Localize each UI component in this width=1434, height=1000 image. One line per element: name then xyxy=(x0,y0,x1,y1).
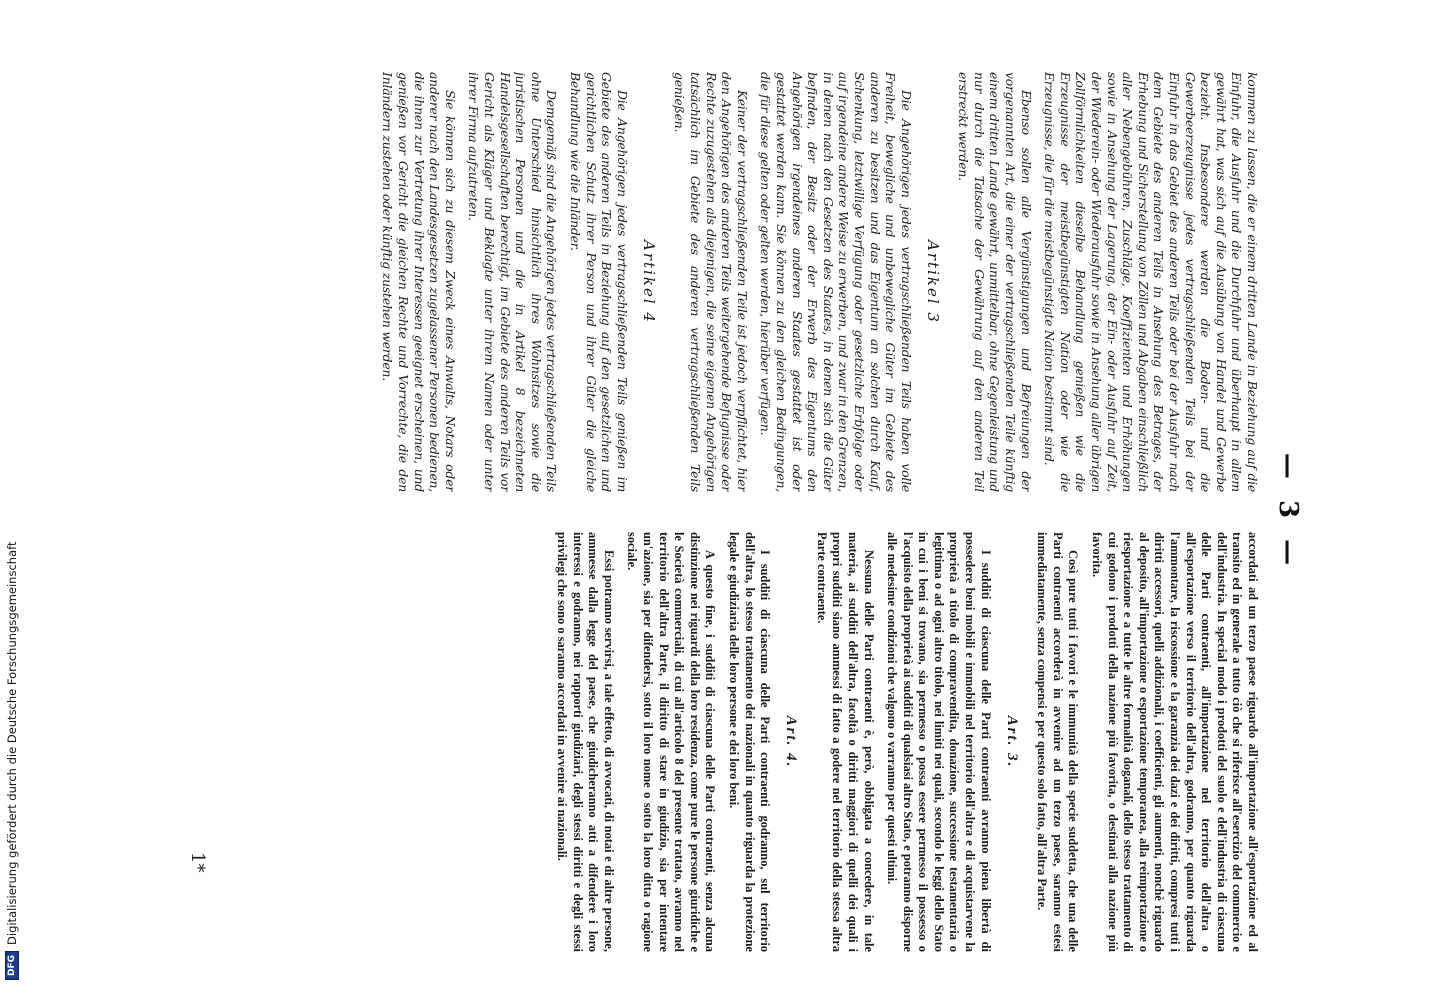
digitization-credit-text xyxy=(2,40,22,980)
footer-signature-mark: 1* xyxy=(187,852,208,873)
german-article-3-heading: Artikel 3 xyxy=(923,240,942,324)
page-number: — 3 — xyxy=(1273,452,1303,572)
italian-paragraph: Essi potranno servirsi, a tale effetto, di avvocati, di notai e di altre persone, ammesse dalla legge del paese, che giudicheranno atti a difendere i loro interessi e godranno, nei rapporti giudiziari, degli stessi diritti e degli stessi privilegi che sono o saranno accordati in avvenire ai nazionali. xyxy=(555,532,616,952)
dfg-logo: DFG xyxy=(5,951,19,980)
rotated-document xyxy=(148,72,1308,952)
german-article-4-heading: Artikel 4 xyxy=(639,240,658,324)
german-paragraph: Demgemäß sind die Angehörigen jedes vertragschließenden Teils ohne Unterschied hinsichtlich ihres Wohnsitzes sowie die juristischen Personen und die in Artikel 8 bezeichneten Handelsgesellschaften berechtigt, im Gebiete des anderen Teils vor Gericht als Kläger und Beklagte unter ihrem Namen oder unter ihrer Firma aufzutreten. xyxy=(466,72,560,492)
italian-paragraph: A questo fine, i sudditi di ciascuna delle Parti contraenti, senza alcuna distinzione nei riguardi della loro residenza, come pure le persone giuridiche e le Società commerciali, di cui all'articolo 8 del presente trattato, avranno nel territorio dell'altra Parte, il diritto di stare in giudizio, sia per intentare un'azione, sia per difendersi, sotto il loro nome o sotto la loro ditta o ragione sociale. xyxy=(625,532,718,952)
italian-article-3-heading: Art. 3. xyxy=(1003,715,1020,769)
italian-paragraph: Nessuna delle Parti contraenti è, però, obbligata a concedere, in tale materia, ai sudditi dell'altra, facoltà o diritti maggiori di quelli dei quali i propri sudditi siano ammessi di fatto a godere nel territorio della stessa altra Parte contraente. xyxy=(814,532,876,952)
credit-label: Digitalisierung gefördert durch die Deutsche Forschungsgemeinschaft xyxy=(5,541,19,945)
german-paragraph: kommen zu lassen, die er einem dritten Lande in Beziehung auf die Einfuhr, die Ausfuhr und die Durchfuhr und überhaupt in allem gewährt hat, was sich auf die Ausübung von Handel und Gewerbe bezieht. Insbesondere werden die Boden- und die Gewerbeerzeugnisse jedes vertragschließenden Teils bei der Einfuhr in das Gebiet des anderen Teils oder bei der Ausfuhr nach dem Gebiete des anderen Teils in Ansehung des Betrages, der Erhebung und Sicherstellung von Zöllen und Abgaben einschließlich aller Nebengebühren, Zuschläge, Koeffizienten und Erhöhungen sowie in Ansehung der Lagerung, der Ein- oder Ausfuhr auf Zeit, der Wiederein- oder Wiederausfuhr sowie in Ansehung aller übrigen Zollförmlichkeiten dieselbe Behandlung genießen wie die Erzeugnisse der meistbegünstigten Nation oder wie die Erzeugnisse, die für die meistbegünstigte Nation bestimmt sind. xyxy=(1042,72,1260,492)
italian-paragraph: I sudditi di ciascuna delle Parti contraenti avranno piena libertà di possedere beni mobili e immobili nel territorio dell'altra e di acquistarvene la proprietà a titolo di compravendita, donazione, successione testamentaria o legittima o ad ogni altro titolo, nei limiti nei quali, secondo le leggi dello Stato in cui i beni si trovano, sia permesso o possa essere permesso il possesso o l'acquisto della proprietà ai sudditi di qualsiasi altro Stato, e potranno disporne alle medesime condizioni che valgono o varranno per questi ultimi. xyxy=(885,532,993,952)
italian-article-4-heading: Art. 4. xyxy=(783,715,800,769)
digitization-credit xyxy=(2,40,22,1000)
german-paragraph: Sie können sich zu diesem Zweck eines Anwalts, Notars oder anderer nach den Landesgesetzen zugelassener Personen bedienen, die ihnen zur Vertretung ihrer Interessen geeignet erscheinen, und genießen vor Gericht die gleichen Rechte und Vorrechte, die den Inländern zustehen oder künftig zustehen werden. xyxy=(380,72,458,492)
italian-paragraph: Così pure tutti i favori e le immunità della specie suddetta, che una delle Parti contraenti accorderà in avvenire ad un terzo paese, saranno estesi immediatamente, senza compensi e per questo solo fatto, all'altra Parte. xyxy=(1035,532,1081,952)
italian-paragraph: I sudditi di ciascuna delle Parti contraenti godranno, sul territorio dell'altra, lo stesso trattamento dei nazionali in quanto riguarda la protezione legale e giudiziaria delle loro persone e dei loro beni. xyxy=(726,532,773,952)
german-paragraph: Ebenso sollen alle Vergünstigungen und Befreiungen der vorgenannten Art, die einer der vertragschließenden Teile künftig einem dritten Lande gewährt, unmittelbar, ohne Gegenleistung und nur durch die Tatsache der Gewährung auf den anderen Teil erstreckt werden. xyxy=(956,72,1034,492)
page-header xyxy=(1268,72,1308,952)
italian-column xyxy=(220,532,1260,952)
german-column xyxy=(220,72,1260,492)
german-paragraph: Die Angehörigen jedes vertragschließenden Teils haben volle Freiheit, bewegliche und unbewegliche Güter im Gebiete des anderen zu besitzen und das Eigentum an solchen durch Kauf, Schenkung, letztwillige Verfügung oder gesetzliche Erbfolge oder auf irgendeine andere Weise zu erwerben, und zwar in den Grenzen, in denen nach den Gesetzen des Staates, in denen sich die Güter befinden, der Besitz oder der Erwerb des Eigentums den Angehörigen irgendeines anderen Staates gestattet ist oder gestattet werden kann. Sie können zu den gleichen Bedingungen, die für diese gelten oder gelten werden, hierüber verfügen. xyxy=(758,72,914,492)
german-paragraph: Die Angehörigen jedes vertragschließenden Teils genießen im Gebiete des anderen Teils in Beziehung auf den gesetzlichen und gerichtlichen Schutz ihrer Person und ihrer Güter die gleiche Behandlung wie die Inländer. xyxy=(568,72,630,492)
german-paragraph: Keiner der vertragschließenden Teile ist jedoch verpflichtet, hier den Angehörigen des anderen Teils weitergehende Befugnisse oder Rechte zuzugestehen als diejenigen, die seine eigenen Angehörigen tatsächlich im Gebiete des anderen vertragschließenden Teils genießen. xyxy=(672,72,750,492)
italian-paragraph: accordati ad un terzo paese riguardo all'importazione all'esportazione ed al transito ed in generale a tutto ciò che si riferisce all'esercizio del commercio e dell'industria. In special modo i prodotti del suolo e dell'industria di ciascuna delle Parti contraenti, all'importazione nel territorio dell'altra o all'esportazione verso il territorio dell'altra, godranno, per quanto riguarda l'ammontare, la riscossione e la garanzia dei dazi e dei diritti, compresi tutti i diritti accessori, quelli addizionali, i coefficienti, gli aumenti, nonchè riguardo al deposito, all'importazione o esportazione temporanea, alla reimportazione o riesportazione e a tutte le altre formalità doganali, dello stesso trattamento di cui godono i prodotti della nazione più favorita, o destinati alla nazione più favorita. xyxy=(1090,532,1260,952)
